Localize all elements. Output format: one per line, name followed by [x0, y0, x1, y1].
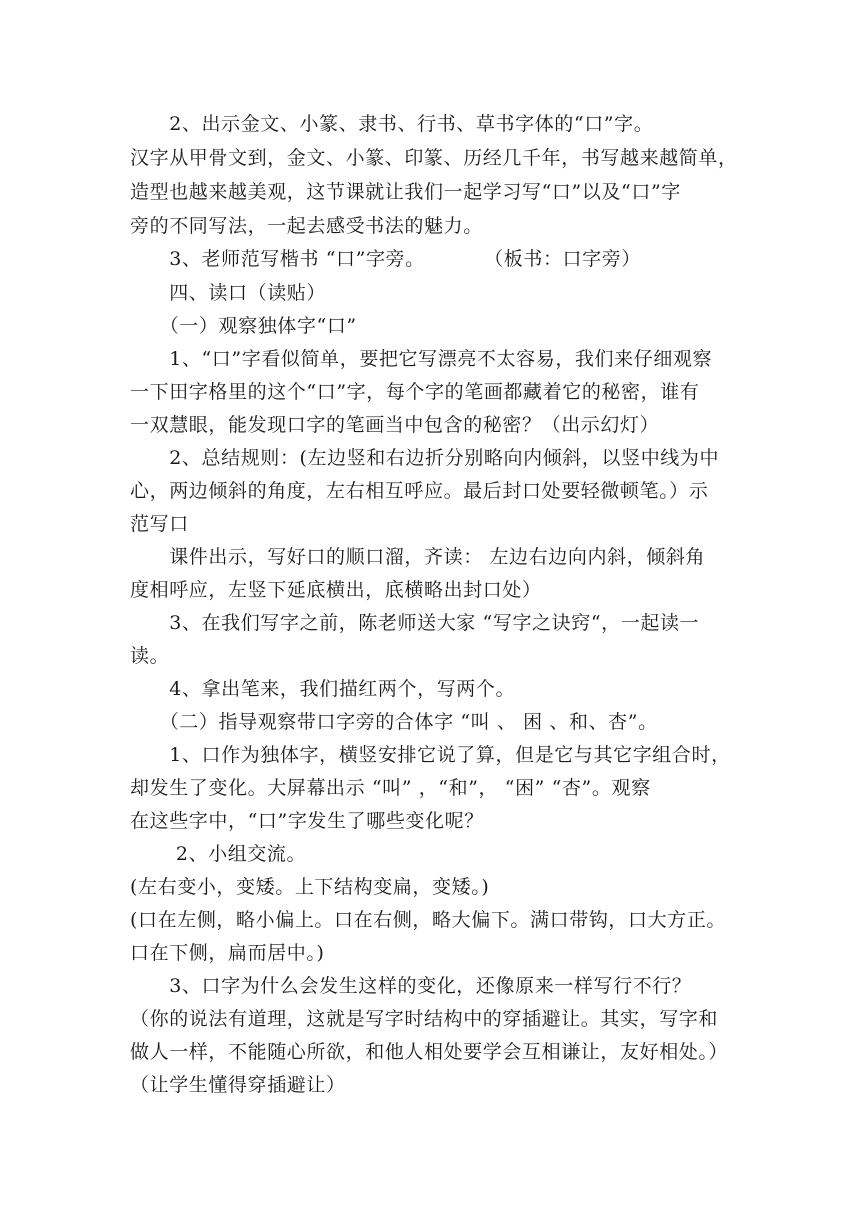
text-line: 3、口字为什么会发生这样的变化，还像原来一样写行不行？ [130, 975, 692, 997]
text-line: (左右变小，变矮。上下结构变扁，变矮。) [130, 876, 490, 898]
text-line: 四、读口（读贴） [130, 282, 327, 304]
text-line: （让学生懂得穿插避让） [130, 1074, 346, 1096]
text-line: 3、老师范写楷书 “口”字旁。 （板书：口字旁） [130, 248, 641, 270]
text-line: 1、口作为独体字，横竖安排它说了算，但是它与其它字组合时， [130, 744, 731, 766]
text-line: 却发生了变化。大屏幕出示 “叫” ，“和”， “困” “杏”。观察 [130, 777, 651, 799]
text-line: 做人一样，不能随心所欲，和他人相处要学会互相谦让，友好相处。） [130, 1041, 729, 1063]
text-line: 一下田字格里的这个“口”字，每个字的笔画都藏着它的秘密，谁有 [130, 381, 700, 403]
text-line: 1、“口”字看似简单，要把它写漂亮不太容易，我们来仔细观察 [130, 348, 713, 370]
text-line: 在这些字中，“口”字发生了哪些变化呢？ [130, 810, 484, 832]
text-line: 口在下侧，扁而居中。) [130, 942, 325, 964]
text-line: 旁的不同写法，一起去感受书法的魅力。 [130, 215, 483, 237]
text-line: 一双慧眼，能发现口字的笔画当中包含的秘密？（出示幻灯） [130, 414, 660, 436]
text-line: 造型也越来越美观，这节课就让我们一起学习写“口”以及“口”字 [130, 181, 681, 203]
text-line: 心，两边倾斜的角度，左右相互呼应。最后封口处要轻微顿笔。）示 [130, 480, 709, 502]
text-line: 2、小组交流。 [130, 843, 307, 865]
text-line: 2、出示金文、小篆、隶书、行书、草书字体的“口”字。 [130, 113, 654, 135]
text-line: 3、在我们写字之前，陈老师送大家 “写字之诀窍“，一起读一 [130, 612, 700, 634]
text-line: (口在左侧，略小偏上。口在右侧，略大偏下。满口带钩，口大方正。 [130, 909, 727, 931]
text-line: 度相呼应，左竖下延底横出，底横略出封口处） [130, 579, 542, 601]
text-line: （一）观察独体字“口” [130, 315, 357, 337]
text-line: 汉字从甲骨文到，金文、小篆、印篆、历经几千年，书写越来越简单， [130, 147, 738, 169]
text-line: 读。 [130, 645, 170, 667]
text-line: 2、总结规则：(左边竖和右边折分别略向内倾斜，以竖中线为中 [130, 447, 720, 469]
text-line: 课件出示，写好口的顺口溜，齐读： 左边右边向内斜，倾斜角 [130, 546, 706, 568]
text-line: 4、拿出笔来，我们描红两个，写两个。 [130, 678, 516, 700]
text-line: （二）指导观察带口字旁的合体字 “叫 、 困 、和、杏”。 [130, 711, 658, 733]
text-line: 范写口 [130, 513, 189, 535]
text-line: （你的说法有道理，这就是写字时结构中的穿插避让。其实，写字和 [130, 1008, 719, 1030]
